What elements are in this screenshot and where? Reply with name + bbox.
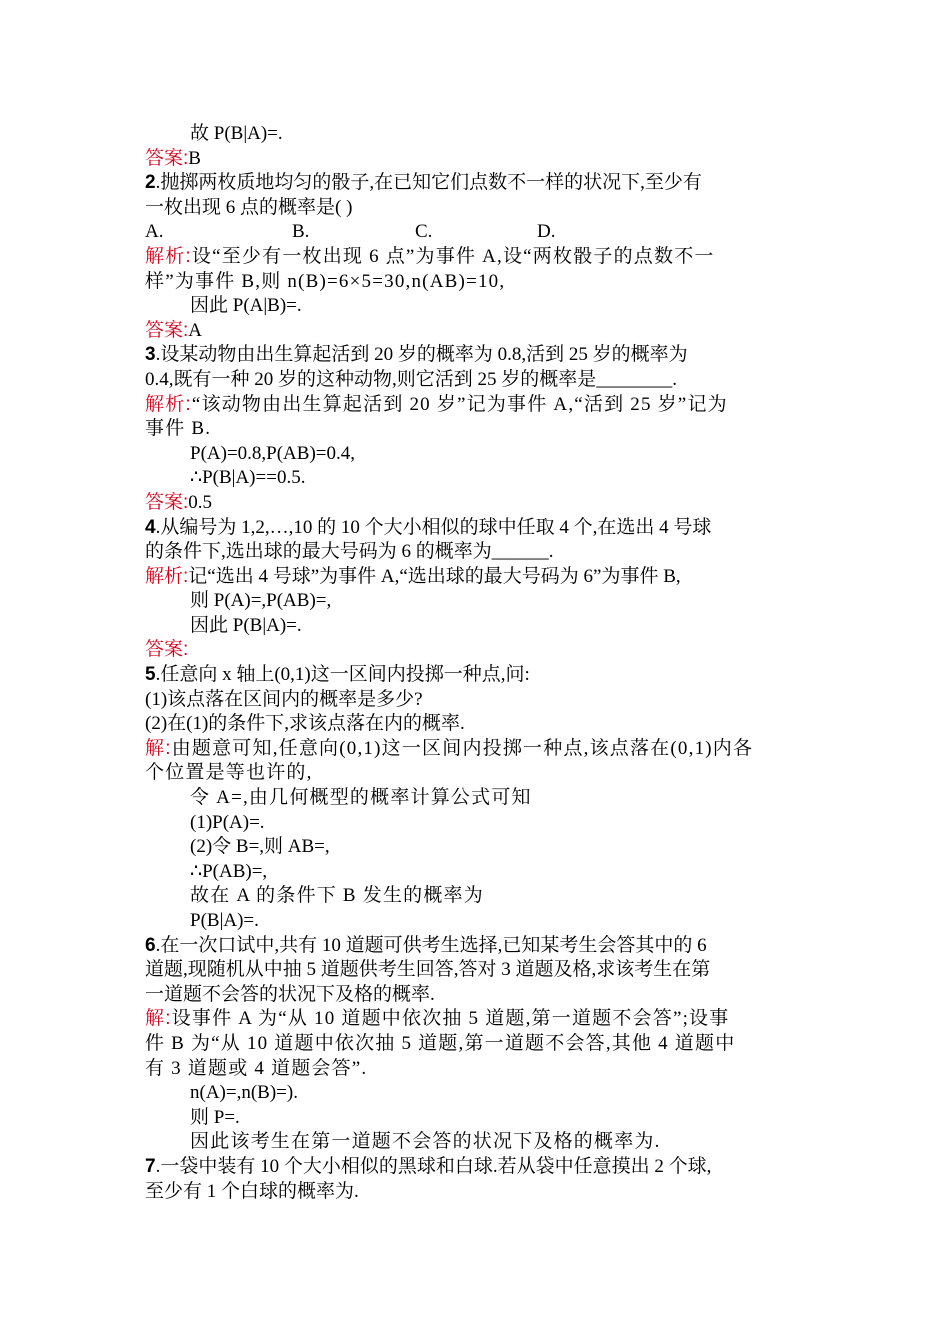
question-text: .在一次口试中,共有 10 道题可供考生选择,已知某考生会答其中的 6 <box>155 934 707 956</box>
text-line: 故 P(B|A)=. <box>190 123 283 144</box>
question-number: 5 <box>145 664 156 686</box>
question-number: 6 <box>145 934 156 956</box>
solution-line: 个位置是等也许的, <box>145 762 313 784</box>
question-number: 2 <box>145 172 156 194</box>
solution-line: 令 A=,由几何概型的概率计算公式可知 <box>190 787 532 809</box>
option-a: A. <box>145 221 164 243</box>
answer-value: 0.5 <box>188 491 213 513</box>
option-b: B. <box>292 221 310 243</box>
answer-line <box>145 319 810 344</box>
solution-text: 设事件 A 为“从 10 道题中依次抽 5 道题,第一道题不会答”;设事 <box>171 1008 730 1030</box>
solution-text: 记“选出 4 号球”为事件 A,“选出球的最大号码为 6”为事件 B, <box>188 565 681 587</box>
question-5-line-2: (1)该点落在区间内的概率是多少? <box>145 688 423 710</box>
question-3-line-1 <box>145 343 810 368</box>
option-d: D. <box>537 221 556 243</box>
solution-text: 由题意可知,任意向(0,1)这一区间内投掷一种点,该点落在(0,1)内各 <box>171 737 754 759</box>
question-text: .从编号为 1,2,…,10 的 10 个大小相似的球中任取 4 个,在选出 4 号球 <box>155 516 712 538</box>
question-2-options <box>145 220 810 245</box>
answer-value: A <box>188 319 203 341</box>
solution-label: 解: <box>145 737 172 759</box>
question-number: 3 <box>145 344 156 366</box>
solution-line: P(A)=0.8,P(AB)=0.4, <box>190 442 355 464</box>
solution-line: 故在 A 的条件下 B 发生的概率为 <box>190 885 484 907</box>
solution-line: 有 3 道题或 4 道题会答”. <box>145 1057 368 1079</box>
solution-line <box>145 1007 810 1032</box>
solution-line: 因此该考生在第一道题不会答的状况下及格的概率为. <box>190 1131 661 1153</box>
solution-line <box>145 393 810 418</box>
solution-line: (1)P(A)=. <box>190 811 265 833</box>
document-page <box>145 122 810 1204</box>
option-c: C. <box>415 221 433 243</box>
question-2-line-2: 一枚出现 6 点的概率是( ) <box>145 196 353 218</box>
answer-line <box>145 147 810 172</box>
question-5-line-1 <box>145 663 810 688</box>
solution-line: ∴P(B|A)==0.5. <box>190 467 306 489</box>
solution-line: 因此 P(A|B)=. <box>190 295 302 317</box>
question-number: 4 <box>145 516 156 538</box>
solution-line: 样”为事件 B,则 n(B)=6×5=30,n(AB)=10, <box>145 270 506 292</box>
question-4-line-2: 的条件下,选出球的最大号码为 6 的概率为______. <box>145 541 554 563</box>
solution-line <box>145 565 810 590</box>
question-text: .抛掷两枚质地均匀的骰子,在已知它们点数不一样的状况下,至少有 <box>155 172 702 194</box>
question-7-line-2: 至少有 1 个白球的概率为. <box>145 1180 359 1202</box>
solution-line: ∴P(AB)=, <box>190 860 268 882</box>
solution-label: 解析: <box>145 565 189 587</box>
question-number: 7 <box>145 1155 156 1177</box>
solution-line <box>145 245 810 270</box>
question-3-line-2: 0.4,既有一种 20 岁的这种动物,则它活到 25 岁的概率是________. <box>145 368 678 390</box>
solution-text: 设“至少有一枚出现 6 点”为事件 A,设“两枚骰子的点数不一 <box>191 245 715 267</box>
answer-line <box>145 491 810 516</box>
solution-line: 因此 P(B|A)=. <box>190 614 302 636</box>
solution-line <box>145 737 810 762</box>
question-text: .任意向 x 轴上(0,1)这一区间内投掷一种点,问: <box>155 664 530 686</box>
question-6-line-3: 一道题不会答的状况下及格的概率. <box>145 983 435 1005</box>
solution-text: “该动物由出生算起活到 20 岁”记为事件 A,“活到 25 岁”记为 <box>191 393 728 415</box>
solution-line: 件 B 为“从 10 道题中依次抽 5 道题,第一道题不会答,其他 4 道题中 <box>145 1032 736 1054</box>
answer-label: 答案: <box>145 147 189 169</box>
question-text: .设某动物由出生算起活到 20 岁的概率为 0.8,活到 25 岁的概率为 <box>155 344 688 366</box>
question-4-line-1 <box>145 516 810 541</box>
solution-line: (2)令 B=,则 AB=, <box>190 836 330 858</box>
question-5-line-3: (2)在(1)的条件下,求该点落在内的概率. <box>145 713 465 735</box>
answer-line <box>145 638 810 663</box>
answer-label: 答案: <box>145 639 189 661</box>
answer-value: B <box>188 147 201 169</box>
solution-line: 则 P(A)=,P(AB)=, <box>190 590 332 612</box>
solution-line: P(B|A)=. <box>190 910 259 931</box>
question-6-line-1 <box>145 934 810 959</box>
solution-line: 事件 B. <box>145 418 212 440</box>
answer-label: 答案: <box>145 491 189 513</box>
question-7-line-1 <box>145 1155 810 1180</box>
question-text: .一袋中装有 10 个大小相似的黑球和白球.若从袋中任意摸出 2 个球, <box>155 1155 712 1177</box>
solution-line: n(A)=,n(B)=). <box>190 1082 298 1104</box>
question-6-line-2: 道题,现随机从中抽 5 道题供考生回答,答对 3 道题及格,求该考生在第 <box>145 959 711 981</box>
answer-label: 答案: <box>145 319 189 341</box>
question-2-line-1 <box>145 171 810 196</box>
solution-label: 解: <box>145 1008 172 1030</box>
solution-label: 解析: <box>145 393 192 415</box>
solution-line: 则 P=. <box>190 1106 240 1128</box>
solution-label: 解析: <box>145 245 192 267</box>
